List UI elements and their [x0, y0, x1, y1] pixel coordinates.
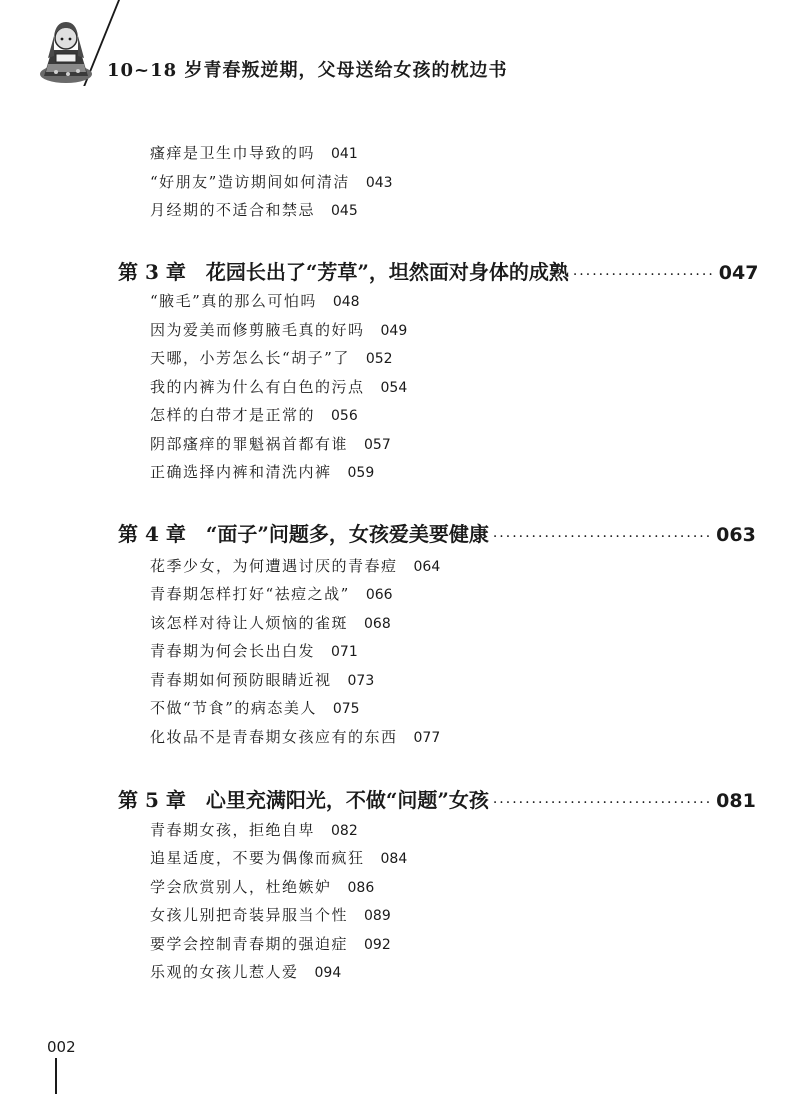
toc-entry: 女孩儿别把奇装异服当个性 089: [150, 906, 391, 924]
toc-entry: 青春期如何预防眼睛近视 073: [150, 671, 375, 689]
toc-entry: 青春期女孩，拒绝自卑 082: [150, 821, 358, 839]
toc-entry: 该怎样对待让人烦恼的雀斑 068: [150, 614, 391, 632]
toc-entry: 青春期为何会长出白发 071: [150, 642, 358, 660]
toc-entry: 瘙痒是卫生巾导致的吗 041: [150, 144, 358, 162]
toc-entry: 不做“节食”的病态美人 075: [150, 699, 360, 717]
toc-entry: 阴部瘙痒的罪魁祸首都有谁 057: [150, 435, 391, 453]
toc-entry: 化妆品不是青春期女孩应有的东西 077: [150, 728, 441, 746]
toc-entry: 月经期的不适合和禁忌 045: [150, 201, 358, 219]
toc-entry: 乐观的女孩儿惹人爱 094: [150, 963, 342, 981]
toc-entry-page: 043: [365, 175, 393, 191]
footer-divider-line: [55, 1058, 57, 1094]
chapter-heading-4: 第 4 章 “面子”问题多，女孩爱美要健康 ·································· 063: [118, 522, 756, 546]
toc-entry: 青春期怎样打好“祛痘之战” 066: [150, 585, 393, 603]
toc-entry: 我的内裤为什么有白色的污点 054: [150, 378, 408, 396]
chapter-heading-3: 第 3 章 花园长出了“芳草”，坦然面对身体的成熟 ······················ 047: [118, 260, 759, 284]
chapter-page: 047: [718, 262, 759, 284]
chapter-page: 063: [716, 524, 756, 546]
running-header-title: 10~18 岁青春叛逆期，父母送给女孩的枕边书: [107, 60, 508, 81]
toc-entry: 花季少女，为何遭遇讨厌的青春痘 064: [150, 557, 441, 575]
toc-entry-page: 041: [331, 146, 358, 162]
chapter-page: 081: [716, 790, 756, 812]
toc-entry: 天哪，小芳怎么长“胡子”了 052: [150, 349, 393, 367]
toc-entry: 学会欣赏别人，杜绝嫉妒 086: [150, 878, 375, 896]
page-number: 002: [47, 1038, 76, 1056]
chapter-heading-5: 第 5 章 心里充满阳光，不做“问题”女孩 ·································· 081: [118, 788, 756, 812]
toc-entry: “腋毛”真的那么可怕吗 048: [150, 292, 360, 310]
toc-entry: 因为爱美而修剪腋毛真的好吗 049: [150, 321, 408, 339]
girl-reading-icon: [26, 14, 106, 84]
toc-entry: 正确选择内裤和清洗内裤 059: [150, 463, 375, 481]
toc-entry: “好朋友”造访期间如何清洁 043: [150, 173, 393, 191]
toc-entry: 怎样的白带才是正常的 056: [150, 406, 358, 424]
toc-entry-page: 045: [331, 203, 358, 219]
toc-entry: 追星适度，不要为偶像而疯狂 084: [150, 849, 408, 867]
toc-entry: 要学会控制青春期的强迫症 092: [150, 935, 391, 953]
